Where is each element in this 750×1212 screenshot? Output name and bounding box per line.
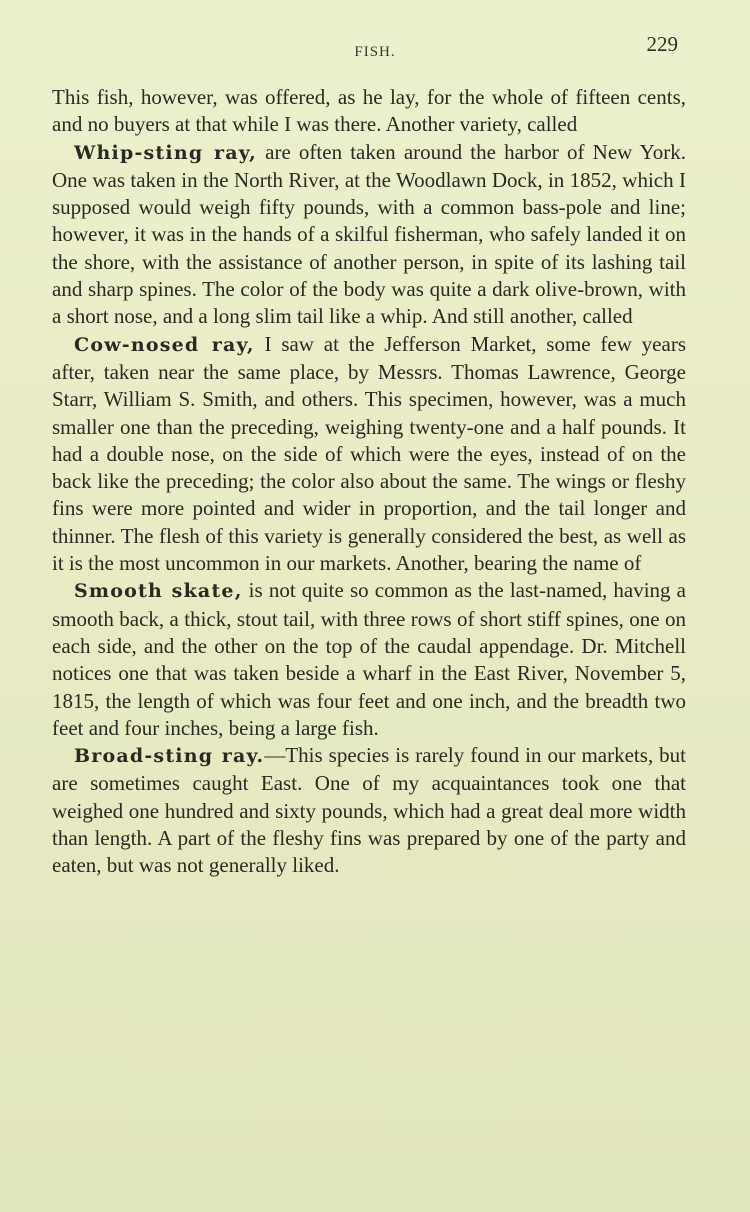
paragraph-text: This fish, however, was offered, as he lay, for the whole of fifteen cents, and no buyers at that while I was there. Another variety, called xyxy=(52,85,686,137)
paragraph-continuation xyxy=(52,84,686,139)
paragraph-text: are often taken around the harbor of New York. One was taken in the North River, at the Woodlawn Dock, in 1852, which I supposed would weigh fifty pounds, with a common bass-pole and line; however, it was in the hands of a skilful fisherman, who safely landed it on the shore, with the assistance of another person, in spite of its lashing tail and sharp spines. The color of the body was quite a dark olive-brown, with a short nose, and a long slim tail like a whip. And still another, called xyxy=(52,139,686,329)
paragraph-smooth-skate xyxy=(52,577,686,742)
species-heading-broad-sting-ray: Broad-sting ray. xyxy=(74,745,265,768)
species-heading-whip-sting-ray: Whip-sting ray, xyxy=(74,141,257,164)
species-heading-cow-nosed-ray: Cow-nosed ray, xyxy=(74,333,255,356)
species-heading-smooth-skate: Smooth skate, xyxy=(74,580,243,603)
paragraph-text: I saw at the Jefferson Market, some few years after, taken near the same place, by Messrs. Thomas Lawrence, George Starr, William S. Smith, and others. This specimen, however, was a much smaller one than the preceding, weighing twenty-one and a half pounds. It had a double nose, on the side of which were the eyes, instead of on the back like the preceding; the color also about the same. The wings or fleshy fins were more pointed and wider in proportion, and the tail longer and thinner. The flesh of this variety is generally considered the best, as well as it is the most uncommon in our markets. Another, bearing the name of xyxy=(52,331,686,576)
body-text xyxy=(52,84,686,880)
paragraph-cow-nosed-ray xyxy=(52,331,686,578)
running-head: FISH. xyxy=(354,44,396,60)
page-number: 229 xyxy=(646,32,678,56)
paragraph-text: is not quite so common as the last-named, having a smooth back, a thick, stout tail, with three rows of short stiff spines, one on each side, and the other on the top of the caudal appendage. Dr. Mitchell notices one that was taken beside a wharf in the East River, November 5, 1815, the length of which was four feet and one inch, and the breadth two feet and four inches, being a large fish. xyxy=(52,578,686,740)
paragraph-text: —This species is rarely found in our markets, but are sometimes caught East. One of my acquaintances took one that weighed one hundred and sixty pounds, which had a great deal more width than length. A part of the fleshy fins was prepared by one of the party and eaten, but was not generally liked. xyxy=(52,743,687,878)
paragraph-broad-sting-ray xyxy=(52,742,686,879)
paragraph-whip-sting-ray xyxy=(52,139,686,331)
